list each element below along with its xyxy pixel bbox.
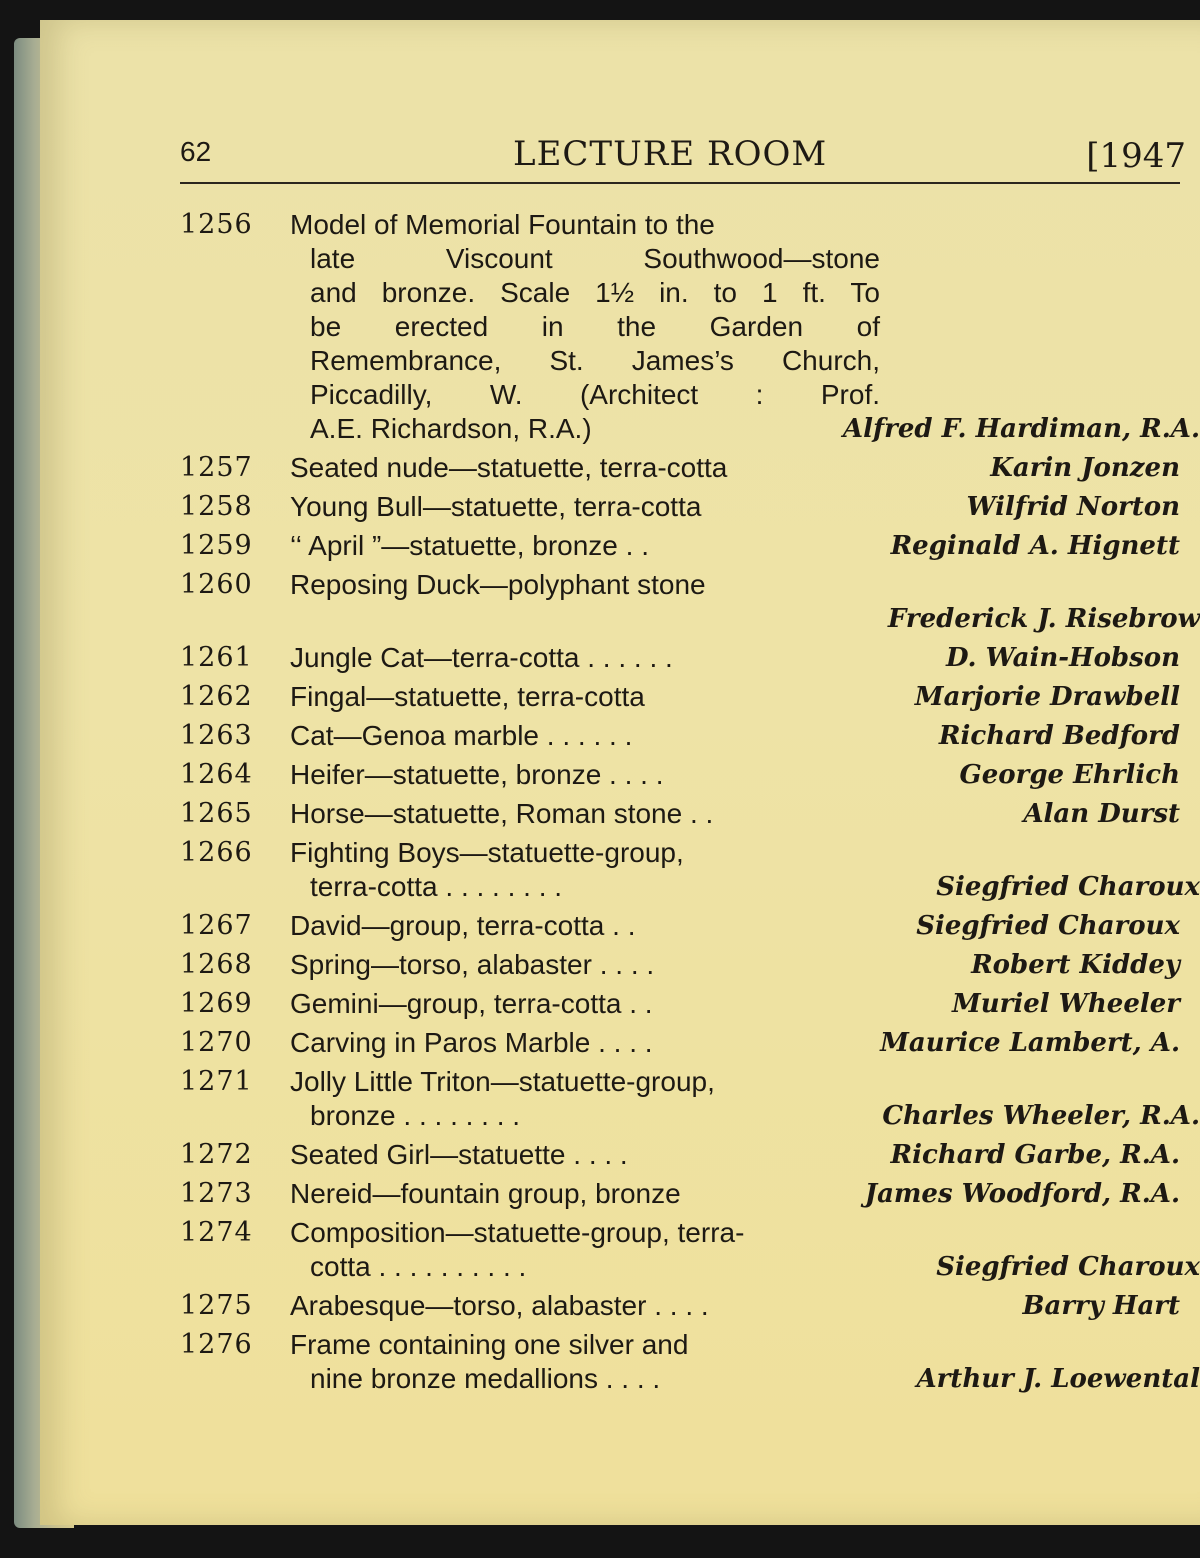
running-title: LECTURE ROOM [513,134,828,174]
entry-title-line: ‘‘ April ”—statuette, bronze . . Reginald A. Hignett [290,530,1180,561]
entry-body [290,529,1180,563]
catalogue-entry [180,758,1180,792]
entry-title-line: Remembrance, St. James’s Church, [310,345,880,376]
entry-title-line: A.E. Richardson, R.A.) Alfred F. Hardiman, R.A. [310,413,1200,444]
entry-body [290,1216,1200,1284]
entry-body [290,1289,1180,1323]
year-label: [1947 [1086,136,1186,176]
entry-body [290,758,1180,792]
entry-title-line: Young Bull—statuette, terra-cotta Wilfrid Norton [290,491,1180,522]
entry-body [290,1177,1180,1211]
entry-title-line: Frame containing one silver and [290,1329,689,1360]
catalogue-entry [180,1289,1180,1323]
header-rule [180,182,1180,184]
entry-body [290,1138,1180,1172]
entry-number: 1264 [180,759,253,790]
catalogue-entry [180,1177,1180,1211]
page-header [180,130,1190,180]
entry-body [290,568,1200,636]
entry-number: 1263 [180,720,253,751]
catalogue-entry [180,948,1180,982]
artist-name: Karin Jonzen [990,453,1180,483]
entry-title-line: terra-cotta . . . . . . . . Siegfried Charoux [310,871,1200,902]
artist-name: Siegfried Charoux [936,1252,1200,1282]
entry-number: 1276 [180,1329,253,1360]
artist-name: Arthur J. Loewental [916,1364,1200,1394]
entry-title-line: Reposing Duck—polyphant stone [290,569,706,600]
catalogue-entry [180,1026,1180,1060]
artist-name: James Woodford, R.A. [864,1179,1180,1209]
catalogue-entry [180,836,1200,904]
artist-name: Charles Wheeler, R.A. [882,1101,1200,1131]
catalogue-entry [180,719,1180,753]
entry-title-line: David—group, terra-cotta . . Siegfried Charoux [290,910,1180,941]
artist-name: Richard Bedford [938,721,1180,751]
catalogue-entry [180,490,1180,524]
catalogue-entry [180,1216,1200,1284]
entry-number: 1275 [180,1290,253,1321]
artist-name: Marjorie Drawbell [914,682,1180,712]
entry-title-line: Seated Girl—statuette . . . . Richard Garbe, R.A. [290,1139,1180,1170]
entry-body [290,1328,1200,1396]
entry-body [290,1026,1180,1060]
entry-title-line: Arabesque—torso, alabaster . . . . Barry Hart [290,1290,1180,1321]
entry-title-line: nine bronze medallions . . . . Arthur J. Loewental [310,1363,1200,1394]
catalogue-entry [180,1065,1200,1133]
entry-title-line: Heifer—statuette, bronze . . . . George Ehrlich [290,759,1180,790]
artist-name: Richard Garbe, R.A. [890,1140,1180,1170]
artist-name: George Ehrlich [959,760,1180,790]
entry-number: 1271 [180,1066,253,1097]
entry-number: 1262 [180,681,253,712]
entry-number: 1270 [180,1027,253,1058]
entry-number: 1272 [180,1139,253,1170]
entry-title-line: Jolly Little Triton—statuette-group, [290,1066,715,1097]
artist-name: Siegfried Charoux [936,872,1200,902]
catalogue-entry [180,680,1180,714]
artist-name: Robert Kiddey [971,950,1180,980]
catalogue-entry [180,641,1180,675]
artist-name: Frederick J. Risebrow [887,604,1200,634]
entry-title-line: Spring—torso, alabaster . . . . Robert Kiddey [290,949,1180,980]
catalogue-entry [180,208,1200,446]
entry-title-line: late Viscount Southwood—stone [310,243,880,274]
entry-title-line: Fingal—statuette, terra-cotta Marjorie Drawbell [290,681,1180,712]
entry-body [290,948,1180,982]
entry-title-line: Piccadilly, W. (Architect : Prof. [310,379,880,410]
entry-title-line: and bronze. Scale 1½ in. to 1 ft. To [310,277,880,308]
entry-title-line: Cat—Genoa marble . . . . . . Richard Bedford [290,720,1180,751]
entry-number: 1273 [180,1178,253,1209]
entry-body [290,836,1200,904]
entry-title-line: Seated nude—statuette, terra-cotta Karin Jonzen [290,452,1180,483]
entry-number: 1268 [180,949,253,980]
catalogue-entries [180,208,1200,1401]
entry-body [290,987,1180,1021]
entry-title-line: Model of Memorial Fountain to the [290,209,715,240]
entry-title-line: bronze . . . . . . . . Charles Wheeler, R.A. [310,1100,1200,1131]
artist-name: Wilfrid Norton [966,492,1180,522]
artist-name: Reginald A. Hignett [890,531,1180,561]
entry-body [290,1065,1200,1133]
entry-title-line: Jungle Cat—terra-cotta . . . . . . D. Wain-Hobson [290,642,1180,673]
catalogue-entry [180,1138,1180,1172]
entry-body [290,641,1180,675]
entry-number: 1266 [180,837,253,868]
entry-number: 1274 [180,1217,253,1248]
entry-body [290,680,1180,714]
entry-number: 1258 [180,491,253,522]
entry-body [290,490,1180,524]
entry-title-line [290,602,1200,636]
entry-title-line: Carving in Paros Marble . . . . Maurice Lambert, A. [290,1027,1180,1058]
entry-number: 1257 [180,452,253,483]
entry-title-line: Horse—statuette, Roman stone . . Alan Durst [290,798,1180,829]
catalogue-entry [180,568,1200,636]
entry-number: 1267 [180,910,253,941]
artist-name: Barry Hart [1022,1291,1180,1321]
page-number: 62 [180,136,212,167]
artist-name: Alan Durst [1023,799,1180,829]
catalogue-entry [180,797,1180,831]
entry-number: 1259 [180,530,253,561]
artist-name: Siegfried Charoux [916,911,1180,941]
entry-title-line: be erected in the Garden of [310,311,880,342]
entry-title-line: cotta . . . . . . . . . . Siegfried Charoux [310,1251,1200,1282]
entry-number: 1265 [180,798,253,829]
catalogue-entry [180,909,1180,943]
entry-title-line: Composition—statuette-group, terra- [290,1217,745,1248]
artist-name: Muriel Wheeler [951,989,1180,1019]
entry-number: 1261 [180,642,253,673]
entry-body [290,451,1180,485]
entry-number: 1256 [180,209,253,240]
entry-body [290,797,1180,831]
artist-name: Alfred F. Hardiman, R.A. [842,414,1200,444]
entry-number: 1260 [180,569,253,600]
catalogue-entry [180,451,1180,485]
entry-title-line: Nereid—fountain group, bronze James Woodford, R.A. [290,1178,1180,1209]
catalogue-entry [180,529,1180,563]
catalogue-entry [180,987,1180,1021]
entry-body [290,909,1180,943]
artist-name: Maurice Lambert, A. [880,1028,1180,1058]
catalogue-entry [180,1328,1200,1396]
entry-body [290,719,1180,753]
entry-title-line: Gemini—group, terra-cotta . . Muriel Wheeler [290,988,1180,1019]
entry-body [290,208,1200,446]
entry-number: 1269 [180,988,253,1019]
artist-name: D. Wain-Hobson [945,643,1180,673]
entry-title-line: Fighting Boys—statuette-group, [290,837,684,868]
